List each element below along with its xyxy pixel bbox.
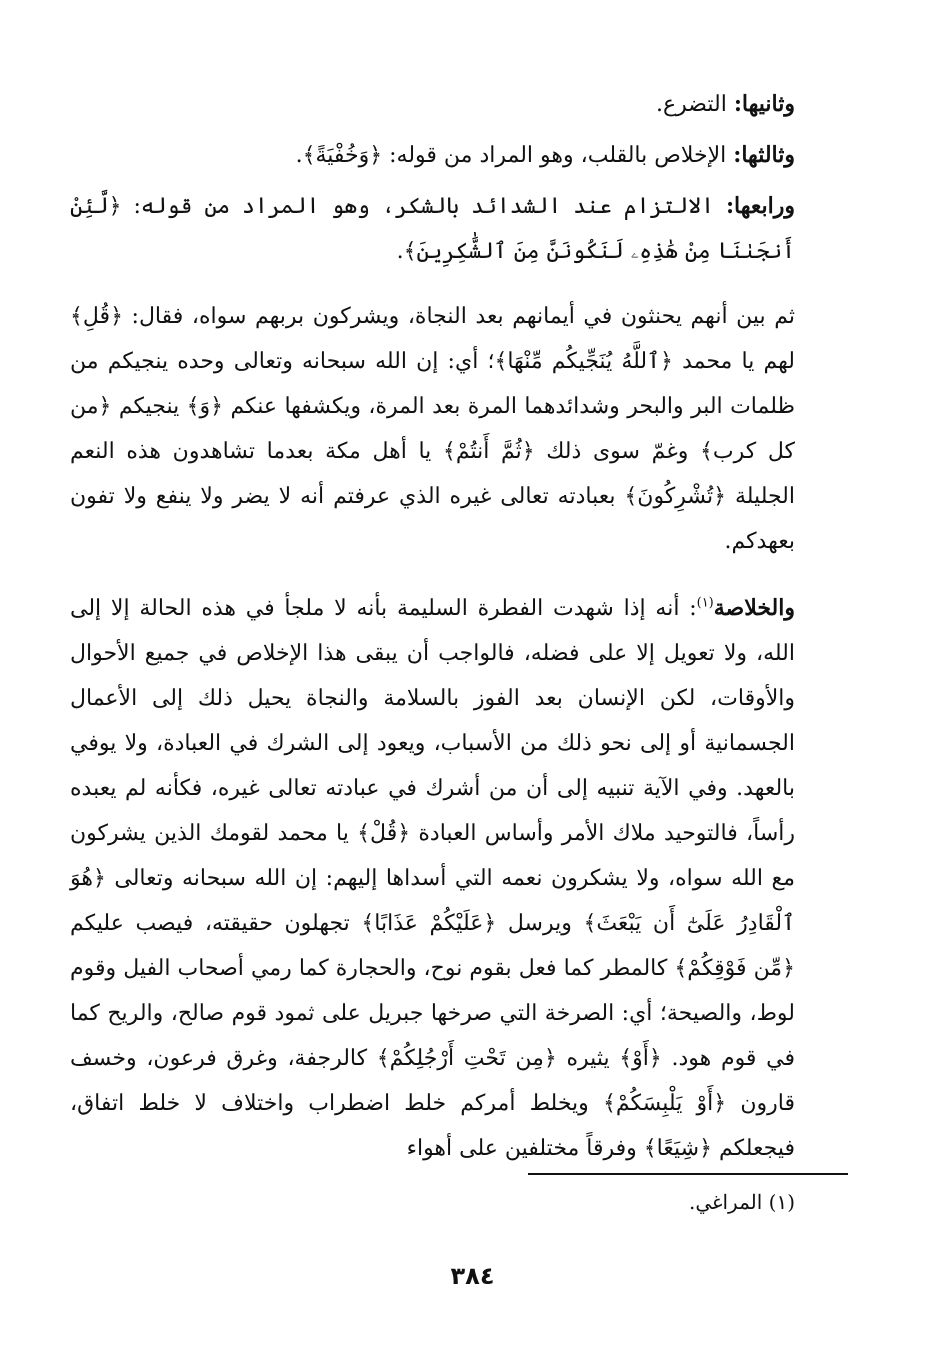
conclusion-paragraph: [70, 586, 795, 1171]
item-text: التضرع.: [656, 92, 734, 117]
footnote: (١) المراغي.: [688, 1190, 795, 1214]
item-third: [70, 133, 795, 178]
conclusion-heading: والخلاصة: [713, 595, 795, 621]
item-second: [70, 82, 795, 127]
footnote-marker: (١): [696, 595, 714, 611]
item-text: الإخلاص بالقلب، وهو المراد من قوله: ﴿وَخُفْيَةً﴾.: [295, 143, 734, 168]
page-body: [70, 82, 795, 1171]
conclusion-text: : أنه إذا شهدت الفطرة السليمة بأنه لا ملجأ في هذه الحالة إلا إلى الله، ولا تعويل إلا على فضله، فالواجب أن يبقى هذا الإخلاص في جميع الأحوال والأوقات، لكن الإنسان بعد الفوز بالسلامة والنجاة يحيل ذلك إلى الأعمال الجسمانية أو إلى نحو ذلك من الأسباب، ويعود إلى الشرك في العبادة، ولا يوفي بالعهد. وفي الآية تنبيه إلى أن من أشرك في عبادته تعالى غيره، فكأنه لم يعبده رأساً، فالتوحيد ملاك الأمر وأساس العبادة ﴿قُلْ﴾ يا محمد لقومك الذين يشركون مع الله سواه، ولا يشكرون نعمه التي أسداها إليهم: إن الله سبحانه وتعالى ﴿هُوَ ٱلْقَادِرُ عَلَىٰٓ أَن يَبْعَثَ﴾ ويرسل ﴿عَلَيْكُمْ عَذَابًا﴾ تجهلون حقيقته، فيصب عليكم ﴿مِّن فَوْقِكُمْ﴾ كالمطر كما فعل بقوم نوح، والحجارة كما رمي أصحاب الفيل وقوم لوط، والصيحة؛ أي: الصرخة التي صرخها جبريل على ثمود قوم صالح، والريح كما في قوم هود. ﴿أَوْ﴾ يثيره ﴿مِن تَحْتِ أَرْجُلِكُمْ﴾ كالرجفة، وغرق فرعون، وخسف قارون ﴿أَوْ يَلْبِسَكُمْ﴾ ويخلط أمركم خلط اضطراب واختلاف لا خلط اتفاق، فيجعلكم ﴿شِيَعًا﴾ وفرقاً مختلفين على أهواء: [70, 596, 795, 1161]
item-heading: وثانيها:: [733, 91, 795, 117]
footnote-divider: [528, 1173, 848, 1175]
item-text: الالتزام عند الشدائد بالشكر، وهو المراد من قوله: ﴿لَّئِنْ أَنجَىٰنَا مِنْ هَٰذِهِۦ لَنَكُونَنَّ مِنَ ٱلشَّٰكِرِينَ﴾.: [70, 194, 795, 264]
item-heading: ورابعها:: [725, 193, 795, 219]
item-heading: وثالثها:: [733, 142, 795, 168]
item-fourth: [70, 184, 795, 274]
body-paragraph: ثم بين أنهم يحنثون في أيمانهم بعد النجاة، ويشركون بربهم سواه، فقال: ﴿قُلِ﴾ لهم يا محمد ﴿ٱللَّهُ يُنَجِّيكُم مِّنْهَا﴾؛ أي: إن الله سبحانه وتعالى وحده ينجيكم من ظلمات البر والبحر وشدائدهما المرة بعد المرة، ويكشفها عنكم ﴿وَ﴾ ينجيكم ﴿من كل كرب﴾ وغمّ سوى ذلك ﴿ثُمَّ أَنتُمْ﴾ يا أهل مكة بعدما تشاهدون هذه النعم الجليلة ﴿تُشْرِكُونَ﴾ بعبادته تعالى غيره الذي عرفتم أنه لا يضر ولا ينفع ولا تفون بعهدكم.: [70, 304, 795, 554]
page-number: ٣٨٤: [450, 1262, 495, 1290]
